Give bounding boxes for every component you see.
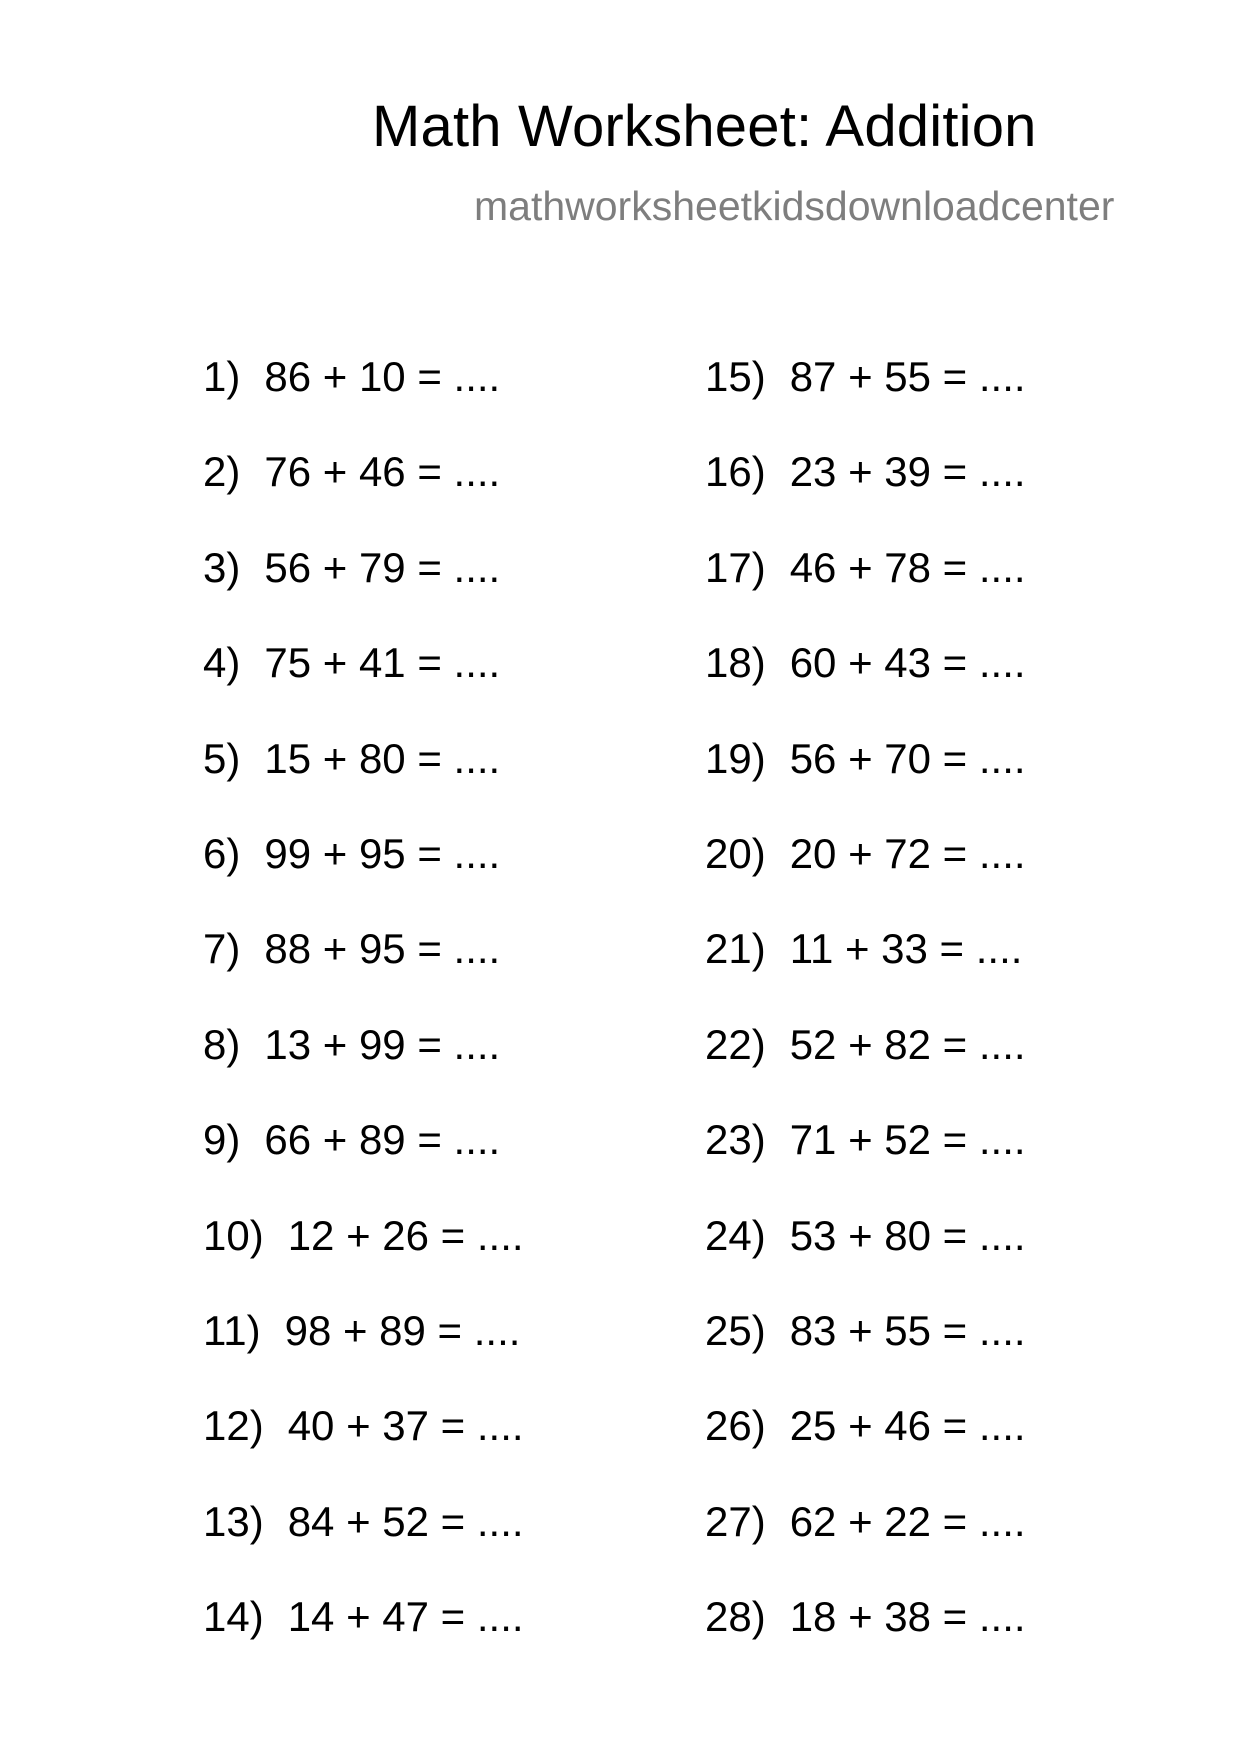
- problem-item: [203, 353, 524, 448]
- problem-expression: 14 + 47 = ....: [287, 1593, 524, 1641]
- problem-item: [705, 353, 1026, 448]
- problem-expression: 86 + 10 = ....: [264, 353, 501, 400]
- problem-item: [203, 1212, 524, 1307]
- problem-item: [203, 1593, 524, 1688]
- problem-expression: 56 + 70 = ....: [789, 734, 1026, 782]
- problem-expression: 20 + 72 = ....: [789, 829, 1026, 877]
- problem-number: 14): [203, 1593, 264, 1641]
- problem-number: 23): [705, 1116, 766, 1164]
- problem-number: 18): [705, 639, 766, 687]
- problem-number: 24): [705, 1211, 766, 1259]
- problem-number: 9): [203, 1116, 241, 1164]
- problem-expression: 60 + 43 = ....: [789, 639, 1026, 687]
- problem-column-right: [705, 353, 1026, 1688]
- problem-item: [705, 1593, 1026, 1688]
- problem-item: [203, 544, 524, 639]
- problem-number: 15): [705, 353, 766, 400]
- problem-item: [203, 1307, 524, 1402]
- page-title: Math Worksheet: Addition: [372, 94, 1037, 159]
- problem-number: 26): [705, 1402, 766, 1450]
- problem-expression: 15 + 80 = ....: [264, 734, 501, 782]
- problem-number: 19): [705, 734, 766, 782]
- problem-column-left: [203, 353, 524, 1688]
- problem-number: 21): [705, 925, 766, 973]
- problem-item: [203, 1402, 524, 1497]
- problem-expression: 52 + 82 = ....: [789, 1020, 1026, 1068]
- problem-expression: 83 + 55 = ....: [789, 1306, 1026, 1354]
- problem-expression: 75 + 41 = ....: [264, 639, 501, 687]
- problem-number: 8): [203, 1020, 241, 1068]
- problem-number: 13): [203, 1497, 264, 1545]
- problem-expression: 87 + 55 = ....: [789, 353, 1026, 400]
- problem-expression: 13 + 99 = ....: [264, 1020, 501, 1068]
- problem-number: 7): [203, 925, 241, 973]
- problem-item: [203, 448, 524, 543]
- problem-item: [705, 1116, 1026, 1211]
- problem-item: [203, 1021, 524, 1116]
- problem-expression: 46 + 78 = ....: [789, 543, 1026, 591]
- problem-number: 27): [705, 1497, 766, 1545]
- problem-item: [705, 544, 1026, 639]
- page-subtitle: mathworksheetkidsdownloadcenter: [474, 183, 1115, 229]
- problem-number: 5): [203, 734, 241, 782]
- problem-number: 2): [203, 448, 241, 496]
- problem-number: 10): [203, 1211, 264, 1259]
- problem-item: [705, 1021, 1026, 1116]
- problem-number: 3): [203, 543, 241, 591]
- problem-item: [203, 830, 524, 925]
- problem-item: [705, 639, 1026, 734]
- problem-item: [705, 735, 1026, 830]
- problem-number: 20): [705, 829, 766, 877]
- problem-expression: 53 + 80 = ....: [789, 1211, 1026, 1259]
- problem-number: 22): [705, 1020, 766, 1068]
- problem-expression: 88 + 95 = ....: [264, 925, 501, 973]
- problem-expression: 25 + 46 = ....: [789, 1402, 1026, 1450]
- problem-item: [705, 925, 1026, 1020]
- problem-item: [203, 925, 524, 1020]
- problem-item: [203, 735, 524, 830]
- problem-number: 4): [203, 639, 241, 687]
- problem-expression: 62 + 22 = ....: [789, 1497, 1026, 1545]
- problem-number: 12): [203, 1402, 264, 1450]
- problem-item: [705, 1307, 1026, 1402]
- problem-number: 11): [203, 1306, 261, 1354]
- problem-number: 6): [203, 829, 241, 877]
- problem-expression: 84 + 52 = ....: [287, 1497, 524, 1545]
- problem-expression: 99 + 95 = ....: [264, 829, 501, 877]
- problem-expression: 40 + 37 = ....: [287, 1402, 524, 1450]
- problem-expression: 18 + 38 = ....: [789, 1593, 1026, 1641]
- problem-number: 17): [705, 543, 766, 591]
- problem-item: [203, 1498, 524, 1593]
- problem-item: [705, 448, 1026, 543]
- problem-expression: 12 + 26 = ....: [287, 1211, 524, 1259]
- problem-item: [705, 1402, 1026, 1497]
- problem-expression: 23 + 39 = ....: [789, 448, 1026, 496]
- problem-item: [203, 639, 524, 734]
- problem-item: [203, 1116, 524, 1211]
- problem-item: [705, 1212, 1026, 1307]
- problem-item: [705, 830, 1026, 925]
- problem-number: 28): [705, 1593, 766, 1641]
- problem-expression: 76 + 46 = ....: [264, 448, 501, 496]
- problem-expression: 11 + 33 = ....: [789, 925, 1023, 973]
- problem-number: 1): [203, 353, 241, 400]
- problem-expression: 56 + 79 = ....: [264, 543, 501, 591]
- problem-expression: 98 + 89 = ....: [284, 1306, 521, 1354]
- problem-number: 25): [705, 1306, 766, 1354]
- problem-expression: 66 + 89 = ....: [264, 1116, 501, 1164]
- problem-expression: 71 + 52 = ....: [789, 1116, 1026, 1164]
- problem-number: 16): [705, 448, 766, 496]
- problem-item: [705, 1498, 1026, 1593]
